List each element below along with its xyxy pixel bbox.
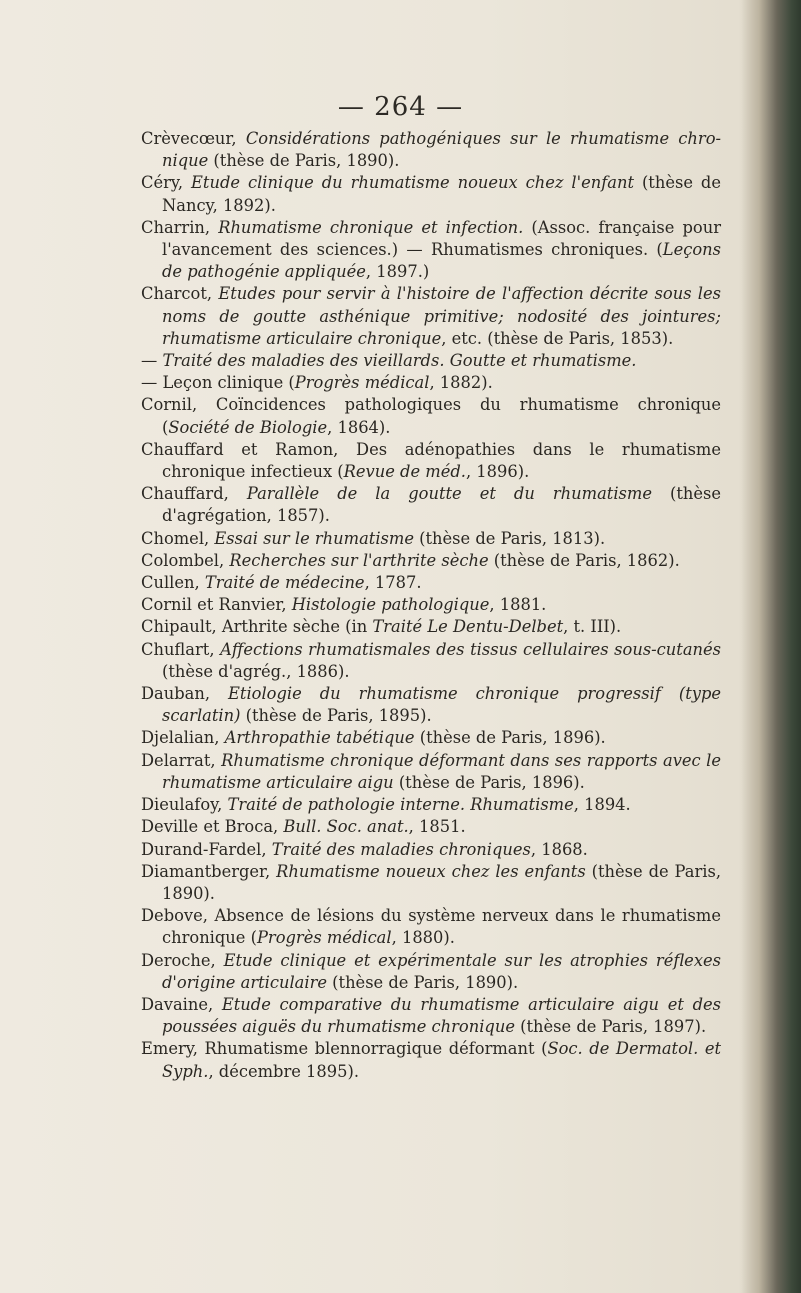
bibliography-entry: Deroche, Etude clinique et expérimentale sur les atrophies réflexes d'origine articulaire (thèse de Paris, 1890). <box>141 950 721 992</box>
bibliography-entry: Emery, Rhumatisme blennorragique déformant (Soc. de Dermatol. et Syph., décembre 1895). <box>141 1039 722 1081</box>
bibliography-entry: Crèvecœur, Considérations pathogéniques sur le rhumatisme chro-nique (thèse de Paris, 1890). <box>141 129 722 171</box>
bibliography-entry: Chauffard, Parallèle de la goutte et du rhumatisme (thèse d'agrégation, 1857). <box>141 484 722 526</box>
bibliography-list <box>141 128 721 1083</box>
bibliography-entry: Delarrat, Rhumatisme chronique déformant dans ses rapports avec le rhumatisme articulaire aigu (thèse de Paris, 1896). <box>141 750 721 792</box>
bibliography-entry: Colombel, Recherches sur l'arthrite sèche (thèse de Paris, 1862). <box>141 550 680 570</box>
bibliography-entry: Durand-Fardel, Traité des maladies chroniques, 1868. <box>141 839 588 859</box>
page-number: — 264 — <box>337 92 464 122</box>
bibliography-entry: Diamantberger, Rhumatisme noueux chez les enfants (thèse de Paris, 1890). <box>141 861 721 903</box>
page-edge-shadow <box>741 0 801 1293</box>
bibliography-entry: Chipault, Arthrite sèche (in Traité Le Dentu-Delbet, t. III). <box>141 617 622 637</box>
bibliography-entry: Charcot, Etudes pour servir à l'histoire de l'affection décrite sous les noms de goutte asthénique primitive; nodosité des jointures; rhumatisme articulaire chronique, etc. (thèse de Paris, 1853). <box>141 284 721 348</box>
bibliography-entry: Chauffard et Ramon, Des adénopathies dans le rhumatisme chronique infectieux (Revue de méd., 1896). <box>141 439 721 482</box>
bibliography-entry: Debove, Absence de lésions du système nerveux dans le rhumatisme chronique (Progrès médical, 1880). <box>141 906 721 948</box>
bibliography-entry: Deville et Broca, Bull. Soc. anat., 1851. <box>141 817 466 837</box>
bibliography-entry: Charrin, Rhumatisme chronique et infection. (Assoc. française pour l'avancement des sciences.) — Rhumatismes chroniques. (Leçons de pathogénie appliquée, 1897.) <box>141 217 721 282</box>
bibliography-entry: Céry, Etude clinique du rhumatisme noueux chez l'enfant (thèse de Nancy, 1892). <box>141 173 721 215</box>
bibliography-entry: Cornil, Coïncidences pathologiques du rhumatisme chronique (Société de Biologie, 1864). <box>141 395 721 437</box>
bibliography-entry: Chuflart, Affections rhumatismales des tissus cellulaires sous-cutanés (thèse d'agrég., 1886). <box>141 639 722 681</box>
bibliography-entry: Chomel, Essai sur le rhumatisme (thèse de Paris, 1813). <box>141 528 606 548</box>
bibliography-entry: Davaine, Etude comparative du rhumatisme articulaire aigu et des poussées aiguës du rhumatisme chronique (thèse de Paris, 1897). <box>141 994 721 1037</box>
bibliography-entry: Djelalian, Arthropathie tabétique (thèse de Paris, 1896). <box>141 728 606 748</box>
bibliography-entry: Cornil et Ranvier, Histologie pathologique, 1881. <box>141 595 547 615</box>
bibliography-entry: Dauban, Etiologie du rhumatisme chronique progressif (type scarlatin) (thèse de Paris, 1895). <box>141 684 721 726</box>
bibliography-entry: — Leçon clinique (Progrès médical, 1882). <box>141 373 493 393</box>
bibliography-entry: Dieulafoy, Traité de pathologie interne. Rhumatisme, 1894. <box>141 795 631 815</box>
bibliography-entry: Cullen, Traité de médecine, 1787. <box>141 573 422 593</box>
bibliography-entry: — Traité des maladies des vieillards. Goutte et rhumatisme. <box>141 351 637 371</box>
